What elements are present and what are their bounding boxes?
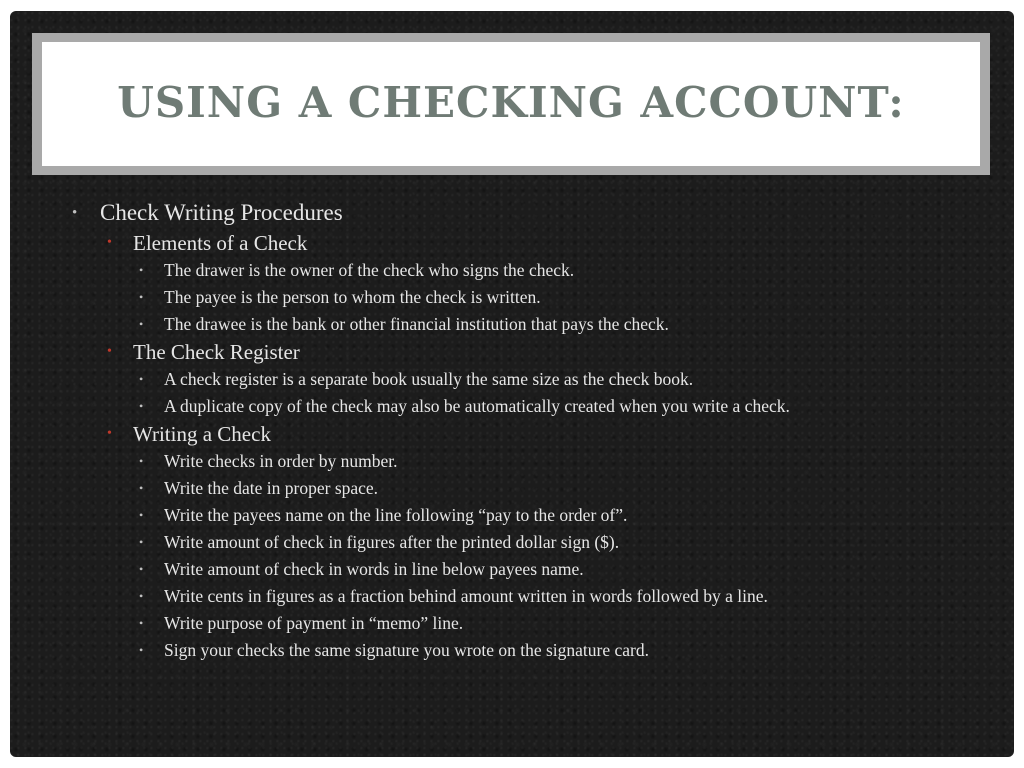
section-label: Elements of a Check [133,231,308,255]
list-item-text: Sign your checks the same signature you wrote on the signature card. [164,640,650,660]
bullet-list [10,197,1014,664]
bullet-icon: • [107,344,112,359]
bullet-icon: • [139,508,144,522]
list-item-text: Write purpose of payment in “memo” line. [164,613,464,633]
list-item [10,366,1014,393]
list-item-section [10,229,1014,257]
bullet-icon: • [139,616,144,630]
list-item-text: Write the payees name on the line following “pay to the order of”. [164,505,628,525]
list-item-text: A duplicate copy of the check may also be automatically created when you write a check. [164,396,790,416]
bullet-icon: • [107,426,112,441]
list-item-text: Write amount of check in figures after the printed dollar sign ($). [164,532,620,552]
list-item-text: A check register is a separate book usually the same size as the check book. [164,369,694,389]
bullet-icon: • [139,399,144,413]
list-item [10,448,1014,475]
list-item-text: Write checks in order by number. [164,451,398,471]
title-frame [32,33,990,175]
list-item [10,475,1014,502]
list-item [10,637,1014,664]
section-label: Writing a Check [133,422,271,446]
bullet-icon: • [139,454,144,468]
bullet-icon: • [139,643,144,657]
bullet-icon: • [139,372,144,386]
bullet-icon: • [139,589,144,603]
list-item [10,284,1014,311]
bullet-icon: • [139,263,144,277]
list-item [10,556,1014,583]
list-item [10,529,1014,556]
list-item-section [10,338,1014,366]
list-item [10,393,1014,420]
bullet-icon: • [139,317,144,331]
list-item [10,610,1014,637]
bullet-icon: • [139,535,144,549]
bullet-icon: • [139,481,144,495]
list-item-heading [10,197,1014,229]
bullet-icon: • [139,562,144,576]
list-item-text: Write the date in proper space. [164,478,379,498]
list-item-text: The drawer is the owner of the check who signs the check. [164,260,575,280]
bullet-icon: • [72,205,78,221]
list-item-text: The payee is the person to whom the check is written. [164,287,541,307]
list-item [10,257,1014,284]
heading-text: Check Writing Procedures [100,200,343,225]
bullet-icon: • [139,290,144,304]
slide-title: USING A CHECKING ACCOUNT: [117,77,905,127]
title-box [42,42,980,166]
list-item-text: Write amount of check in words in line below payees name. [164,559,584,579]
list-item-section [10,420,1014,448]
slide [10,11,1014,757]
list-item-text: Write cents in figures as a fraction behind amount written in words followed by a line. [164,586,768,606]
list-item-text: The drawee is the bank or other financial institution that pays the check. [164,314,669,334]
list-item [10,502,1014,529]
section-label: The Check Register [133,340,300,364]
bullet-icon: • [107,235,112,250]
list-item [10,311,1014,338]
list-item [10,583,1014,610]
